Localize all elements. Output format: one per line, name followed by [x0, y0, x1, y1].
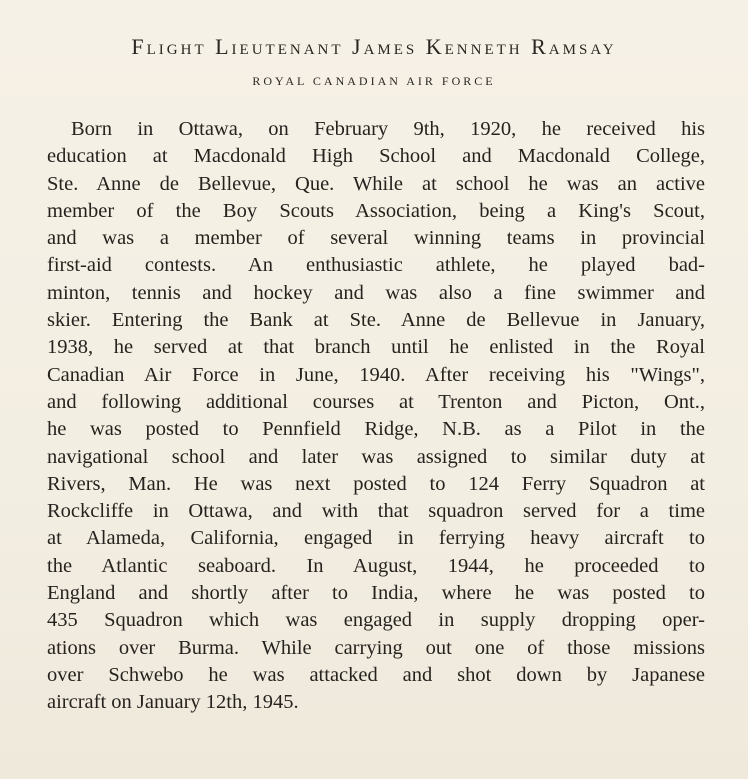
paragraph-line: education at Macdonald High School and Macdonald College,	[47, 145, 705, 168]
paragraph-line: 435 Squadron which was engaged in supply dropping oper-	[47, 609, 705, 632]
paragraph-line: Rockcliffe in Ottawa, and with that squadron served for a time	[47, 500, 705, 523]
paragraph-line: and following additional courses at Trenton and Picton, Ont.,	[47, 390, 705, 413]
paragraph-line: minton, tennis and hockey and was also a fine swimmer and	[47, 281, 705, 304]
paragraph-line: aircraft on January 12th, 1945.	[47, 691, 299, 714]
paragraph-line: skier. Entering the Bank at Ste. Anne de Bellevue in January,	[47, 309, 705, 332]
paragraph-line: and was a member of several winning teams in provincial	[47, 227, 705, 250]
paragraph-line: at Alameda, California, engaged in ferrying heavy aircraft to	[47, 527, 705, 550]
biography-paragraph	[47, 116, 705, 717]
paragraph-line: England and shortly after to India, where he was posted to	[47, 582, 705, 605]
page-title: Flight Lieutenant James Kenneth Ramsay	[131, 34, 617, 59]
paragraph-line: over Schwebo he was attacked and shot down by Japanese	[47, 663, 705, 686]
paragraph-line: he was posted to Pennfield Ridge, N.B. as a Pilot in the	[47, 418, 705, 441]
paragraph-line: ations over Burma. While carrying out one of those missions	[47, 636, 705, 659]
paragraph-line: Rivers, Man. He was next posted to 124 Ferry Squadron at	[47, 472, 705, 495]
paragraph-line: navigational school and later was assigned to similar duty at	[47, 445, 705, 468]
paragraph-line: the Atlantic seaboard. In August, 1944, he proceeded to	[47, 554, 705, 577]
paragraph-line: Born in Ottawa, on February 9th, 1920, he received his	[71, 118, 705, 140]
paragraph-line: member of the Boy Scouts Association, being a King's Scout,	[47, 199, 705, 222]
paragraph-line: first-aid contests. An enthusiastic athlete, he played bad-	[47, 254, 705, 277]
paragraph-line: Canadian Air Force in June, 1940. After receiving his "Wings",	[47, 363, 705, 386]
paragraph-line: Ste. Anne de Bellevue, Que. While at school he was an active	[47, 172, 705, 195]
paragraph-line: 1938, he served at that branch until he enlisted in the Royal	[47, 336, 705, 359]
page-subtitle: ROYAL CANADIAN AIR FORCE	[252, 74, 496, 88]
